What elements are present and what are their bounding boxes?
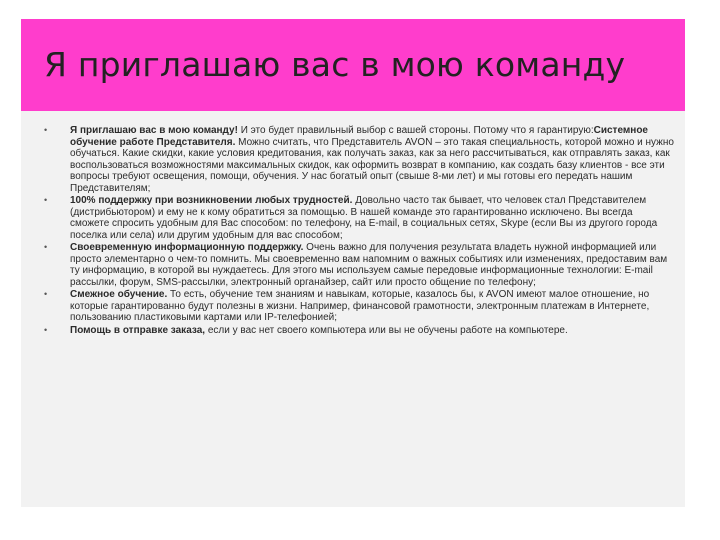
bold-text-segment: Помощь в отправке заказа, [70,324,206,336]
bold-text-segment: Я приглашаю вас в мою команду! [70,125,238,136]
bold-text-segment: Смежное обучение. [70,289,168,300]
bullet-icon: • [44,289,48,299]
text-segment: Довольно часто так бывает, что человек стал Представителем (дистрибьютором) и ему не к кому обратиться за помощью. В нашей команде это гарантированно исключено. Вы всегда сможете спросить удобным для Вас способом: по телефону, на E-mail, в социальных сетях, Skype (если Вы из другого города поселка или села) или другим удобным для вас способом; [70,195,658,241]
list-item [44,289,674,324]
text-segment: То есть, обучение тем знаниям и навыкам, которые, казалось бы, к AVON имеют малое отношение, но которые гарантированно будут полезны в жизни. Например, финансовой грамотности, электронным платежам в Интернете, пользованию пластиковыми картами или IP-телефонией; [70,289,650,323]
bold-text-segment: 100% поддержку при возникновении любых трудностей. [70,195,353,206]
bold-text-segment: Системное обучение работе Представителя. [70,125,648,148]
bullet-icon: • [44,125,48,135]
text-segment: И это будет правильный выбор с вашей стороны. Потому что я гарантирую: [237,125,594,136]
bold-text-segment: Своевременную информационную поддержку. [70,242,304,253]
bullet-icon: • [44,242,48,252]
bullet-icon: • [44,195,48,205]
list-item [44,325,674,337]
text-segment: Можно считать, что Представитель AVON – это такая специальность, которой можно и нужно обучаться. Какие скидки, какие условия кредитования, как получать заказ, как за него рассчитываться, как отправлять заказ, как воспользоваться возможностями максимальных скидок, как оформить возврат в компанию, как создать базу клиентов - все эти вопросы требуют освещения, помощи, обучения. У нас богатый опыт (свыше 8-ми лет) и мы готовы его передать нашим Представителям; [70,136,674,194]
list-item [44,242,674,288]
bullet-icon: • [44,324,48,335]
bullet-list [44,125,674,337]
list-item [44,195,674,241]
slide-title: Я приглашаю вас в мою команду [44,45,626,84]
text-segment: если у вас нет своего компьютера или вы не обучены работе на компьютере. [205,324,568,336]
text-segment: Очень важно для получения результата владеть нужной информацией или просто элементарно о чем-то помнить. Мы своевременно вам напомним о важных событиях или изменениях, предоставим вам ту информацию, в которой вы нуждаетесь. Для этого мы используем самые передовые информационные технологии: E-mail рассылки, форум, SMS-рассылки, электронный органайзер, сайт или просто общение по телефону; [70,242,668,288]
list-item [44,125,674,194]
